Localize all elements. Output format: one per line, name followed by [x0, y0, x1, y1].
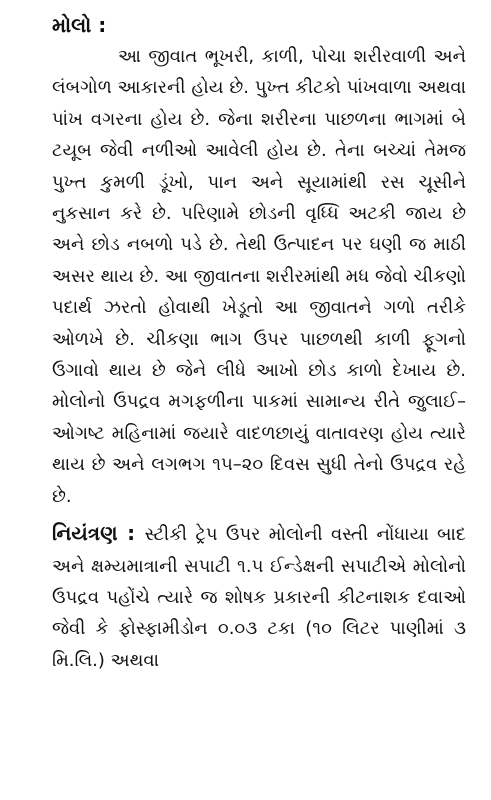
- section-heading-control: નિયંત્રણ :: [52, 521, 145, 546]
- section-heading-aphid: મોલો :: [52, 13, 107, 37]
- paragraph-aphid-description: આ જીવાત ભૂખરી, કાળી, પોચા શરીરવાળી અને લંબગોળ આકારની હોય છે. પુખ્ત કીટકો પાંખવાળા અથવા પાંખ વગરના હોય છે. જેના શરીરના પાછળના ભાગમાં બે ટયૂબ જેવી નળીઓ આવેલી હોય છે. તેના બચ્ચાં તેમજ પુખ્ત કુમળી ડૂંખો, પાન અને સૂયામાંથી રસ ચૂસીને નુકસાન કરે છે. પરિણામે છોડની વૃધ્ધિ અટકી જાય છે અને છોડ નબળો પડે છે. તેથી ઉત્પાદન પર ઘણી જ માઠી અસર થાય છે. આ જીવાતના શરીરમાંથી મધ જેવો ચીકણો પદાર્થ ઝરતો હોવાથી ખેડૂતો આ જીવાતને ગળો તરીકે ઓળખે છે. ચીકણા ભાગ ઉપર પાછળથી કાળી ફૂગનો ઉગાવો થાય છે જેને લીધે આખો છોડ કાળો દેખાય છે. મોલોનો ઉપદ્રવ મગફળીના પાકમાં સામાન્ય રીતે જુલાઈ–ઓગષ્ટ મહિનામાં જયારે વાદળછાયું વાતાવરણ હોય ત્યારે થાય છે અને લગભગ ૧૫–૨૦ દિવસ સુધી તેનો ઉપદ્રવ રહે છે.: [52, 46, 466, 507]
- paragraph-control-text: સ્ટીકી ટ્રેપ ઉપર મોલોની વસ્તી નોંધાયા બાદ અને ક્ષમ્યમાત્રાની સપાટી ૧.૫ ઈન્ડેક્ષની સપાટીએ મોલોનો ઉપદ્રવ પહોંચે ત્યારે જ શોષક પ્રકારની કીટનાશક દવાઓ જેવી કે ફોસ્ફામીડોન ૦.૦૩ ટકા (૧૦ લિટર પાણીમાં ૩ મિ.લિ.) અથવા: [52, 524, 466, 671]
- document-page: [52, 10, 466, 676]
- paragraph-control: [52, 518, 466, 676]
